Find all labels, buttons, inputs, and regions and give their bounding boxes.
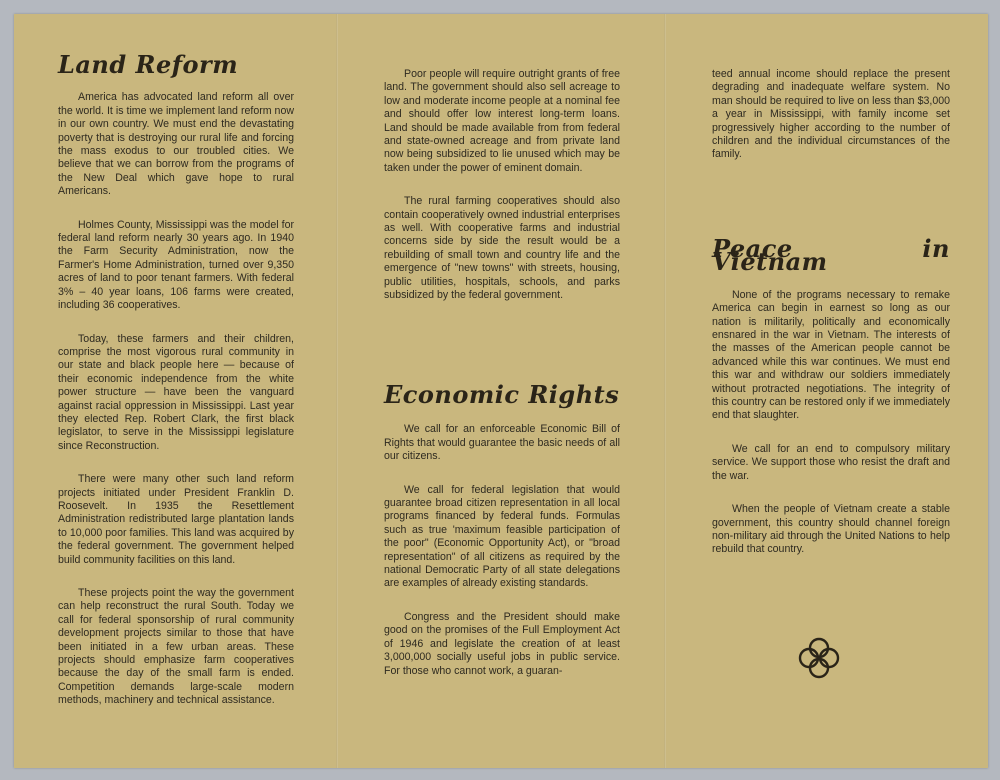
economic-rights-paragraph: teed annual income should replace the present degrading and inadequate welfare system. No man should be required to live on less than $3,000 a year in Mississippi, with family income set progressively higher according to the number of children and the individual circumstances of the family. [712, 68, 950, 161]
economic-rights-continued-column [712, 68, 950, 182]
peace-in-vietnam-paragraph: None of the programs necessary to remake America can begin in earnest so long as our nation is militarily, politically and economically ensnared in the war in Vietnam. The interests of the masses of the American people cannot be advanced while this war continues. We must end this war and withdraw our soldiers immediately without protracted negotiations. The integrity of this country can be restored only if we immediately end that slaughter. [712, 288, 950, 422]
peace-in-vietnam-column [712, 234, 950, 577]
four-ring-knot-icon [797, 636, 841, 680]
land-reform-heading: Land Reform [58, 50, 239, 79]
economic-rights-paragraph: Congress and the President should make good on the promises of the Full Employment Act of 1946 and legislate the creation of at least 3,000,000 socially useful jobs in public service. For those who cannot work, a guaran- [384, 610, 620, 677]
economic-rights-paragraph: We call for federal legislation that would guarantee broad citizen representation in all local programs financed by federal funds. Formulas such as true 'maximum feasible participation of the poor" (Economic Opportunity Act), or "broad representation" of all citizens as required by the national Democratic Party of all state delegations are examples of already existing standards. [384, 483, 620, 590]
land-reform-paragraph: Today, these farmers and their children, comprise the most vigorous rural community in our state and black people here — because of their economic independence from the white power structure — have been the vanguard against racial oppression in Mississippi. Last year they elected Rep. Robert Clark, the first black legislator, to serve in the Mississippi legislature since Reconstruction. [58, 332, 294, 452]
land-reform-paragraph: Holmes County, Mississippi was the model for federal land reform nearly 30 years ago. In 1940 the Farm Security Administration, now the Farmer's Home Administration, turned over 9,350 acres of land to poor tenant farmers. With federal 3% – 40 year loans, 106 farms were created, including 36 cooperatives. [58, 218, 294, 312]
land-reform-column [58, 50, 294, 728]
land-reform-paragraph: The rural farming cooperatives should also contain cooperatively owned industrial enterprises as well. With cooperative farms and industrial concerns side by side the result would be a rebuilding of small town and country life and the emergence of "new towns" with streets, housing, public utilities, hospitals, schools, and parks subsidized by the federal government. [384, 195, 620, 302]
peace-in-vietnam-heading: Peace in Vietnam [712, 234, 950, 277]
fold-line-left [336, 14, 338, 768]
fold-line-right [664, 14, 666, 768]
land-reform-continued-column [384, 68, 620, 323]
land-reform-paragraph: These projects point the way the government can help reconstruct the rural South. Today we call for federal sponsorship of rural community development projects similar to those that have been initiated in a few urban areas. These projects should emphasize farm cooperatives because the day of the small farm is ended. Competition demands large-scale modern methods, machinery and technical assistance. [58, 587, 294, 707]
economic-rights-heading: Economic Rights [384, 380, 620, 409]
land-reform-paragraph: There were many other such land reform projects initiated under President Franklin D. Roosevelt. In 1935 the Resettlement Administration redistributed large plantation lands to 10,000 poor families. This land was acquired by the federal government. The government helped build community facilities on this land. [58, 473, 294, 566]
peace-in-vietnam-paragraph: We call for an end to compulsory military service. We support those who resist the draft and the war. [712, 442, 950, 482]
economic-rights-column [384, 380, 620, 698]
peace-in-vietnam-paragraph: When the people of Vietnam create a stable government, this country should channel foreign non-military aid through the United Nations to help rebuild that country. [712, 503, 950, 556]
land-reform-paragraph: Poor people will require outright grants of free land. The government should also sell acreage to low and moderate income people at a nominal fee and should offer low interest long-term loans. Land should be made available from from federal and state-owned acreage and from private land now being subsidized to lie unused which may be taken under the power of eminent domain. [384, 68, 620, 174]
economic-rights-paragraph: We call for an enforceable Economic Bill of Rights that would guarantee the basic needs of all our citizens. [384, 423, 620, 463]
land-reform-paragraph: America has advocated land reform all over the world. It is time we implement land reform now in our own country. We must end the devastating poverty that is destroying our rural life and forcing the mass exodus to our troubled cities. We believe that we can borrow from the programs of the New Deal which gave hope to rural Americans. [58, 91, 294, 198]
